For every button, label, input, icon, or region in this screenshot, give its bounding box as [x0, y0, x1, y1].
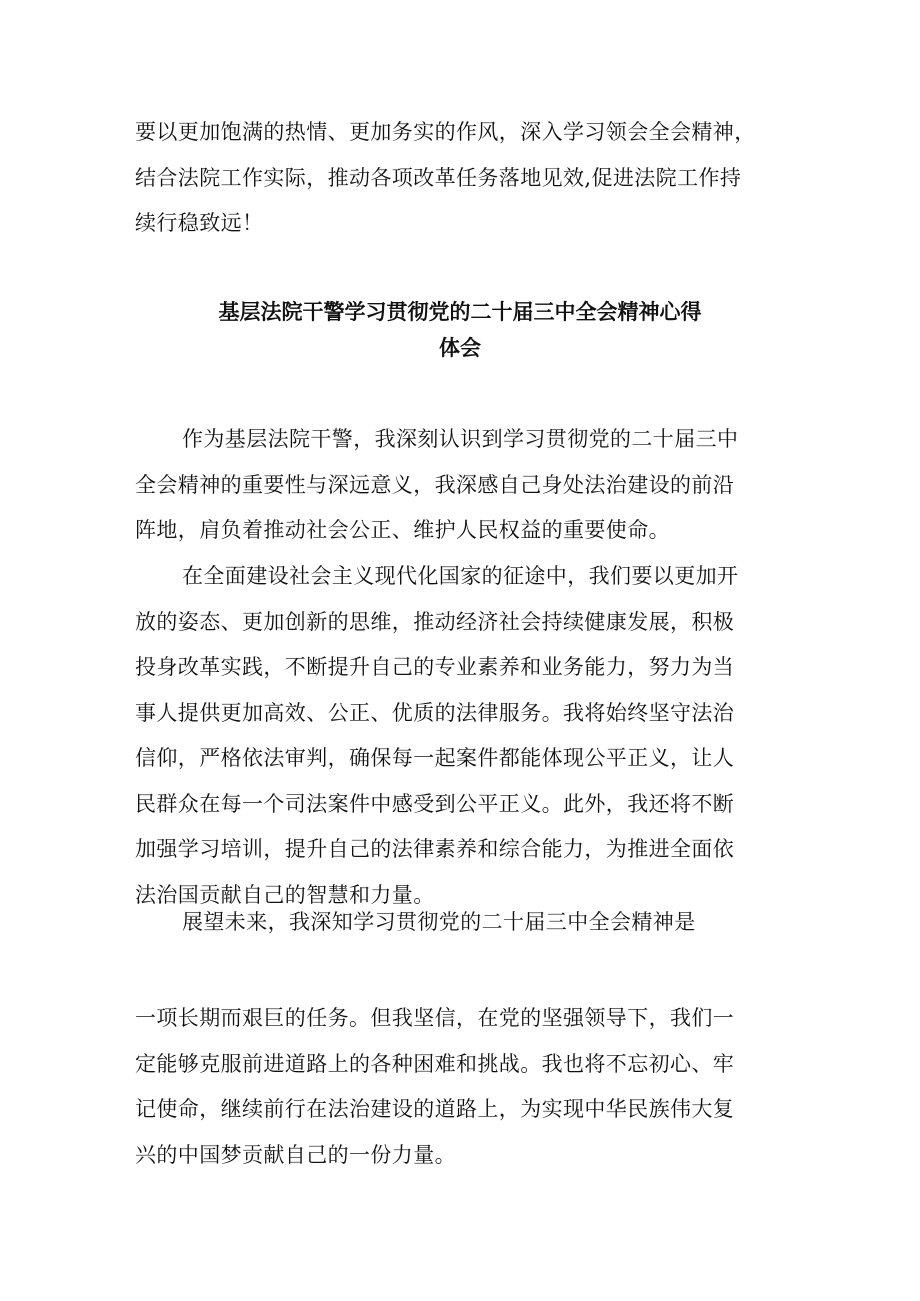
body-paragraph: [135, 554, 787, 918]
body-paragraph: [135, 900, 787, 946]
continued-paragraph: [135, 110, 787, 247]
paragraph-line: 作为基层法院干警，我深刻认识到学习贯彻党的二十届三中: [182, 427, 739, 451]
paragraph-line: 记使命，继续前行在法治建设的道路上，为实现中华民族伟大复: [135, 1097, 735, 1121]
paragraph-line: 定能够克服前进道路上的各种困难和挑战。我也将不忘初心、牢: [135, 1051, 735, 1076]
paragraph-line: 法治国贡献自己的智慧和力量。: [135, 882, 435, 907]
paragraph-line: 投身改革实践，不断提升自己的专业素养和业务能力，努力为当: [135, 655, 735, 679]
article-title-line: 基层法院干警学习贯彻党的二十届三中全会精神心得: [218, 300, 702, 324]
paragraph-line: 要以更加饱满的热情、更加务实的作风，深入学习领会全会精神，: [135, 120, 756, 144]
paragraph-line: 事人提供更加高效、公正、优质的法律服务。我将始终坚守法治: [135, 700, 735, 725]
paragraph-line: 在全面建设社会主义现代化国家的征途中，我们要以更加开: [182, 564, 739, 588]
paragraph-line: 续行稳致远！: [135, 211, 264, 235]
paragraph-line: 信仰，严格依法审判，确保每一起案件都能体现公平正义，让人: [135, 746, 735, 770]
paragraph-line: 一项长期而艰巨的任务。但我坚信，在党的坚强领导下，我们一: [135, 1006, 735, 1030]
paragraph-line: 结合法院工作实际，推动各项改革任务落地见效,促进法院工作持: [135, 165, 742, 190]
paragraph-line: 兴的中国梦贡献自己的一份力量。: [135, 1142, 456, 1167]
paragraph-line: 民群众在每一个司法案件中感受到公平正义。此外，我还将不断: [135, 791, 735, 816]
continued-paragraph: [135, 996, 787, 1178]
paragraph-line: 全会精神的重要性与深远意义，我深感自己身处法治建设的前沿: [135, 472, 735, 497]
article-title-line: 体会: [439, 336, 481, 360]
paragraph-line: 加强学习培训，提升自己的法律素养和综合能力，为推进全面依: [135, 837, 735, 861]
article-title: [0, 294, 920, 366]
paragraph-line: 展望未来，我深知学习贯彻党的二十届三中全会精神是: [182, 910, 696, 934]
paragraph-line: 放的姿态、更加创新的思维，推动经济社会持续健康发展，积极: [135, 609, 735, 634]
body-paragraph: [135, 417, 787, 554]
paragraph-line: 阵地，肩负着推动社会公正、维护人民权益的重要使命。: [135, 518, 670, 542]
